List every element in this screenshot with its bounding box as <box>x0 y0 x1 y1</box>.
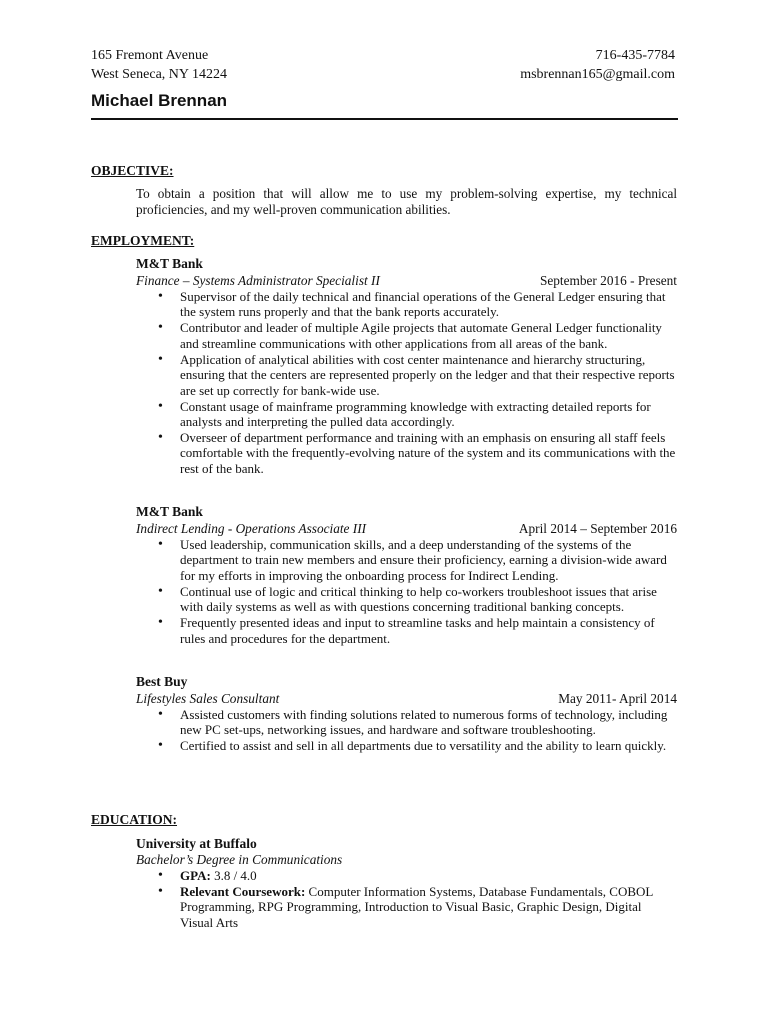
company-name: M&T Bank <box>136 256 203 271</box>
bullet-item: • Frequently presented ideas and input to streamline tasks and help maintain a consistency of rules and procedures for the department. <box>180 615 677 646</box>
candidate-name: Michael Brennan <box>91 91 228 110</box>
job-title: Lifestyles Sales Consultant <box>136 691 280 706</box>
objective-heading: OBJECTIVE: <box>91 163 174 178</box>
role-line <box>136 272 677 289</box>
bullet-item: • Application of analytical abilities with cost center maintenance and hierarchy structuring, ensuring that the centers are represented properly on the ledger and that their respective reports are set up correctly for bank-wide use. <box>180 352 677 398</box>
job-dates: May 2011- April 2014 <box>558 691 677 706</box>
gpa-item <box>180 868 677 883</box>
address-line-1: 165 Fremont Avenue <box>91 48 209 63</box>
job-entry <box>136 255 677 477</box>
role-line <box>136 520 677 537</box>
coursework-item <box>180 884 677 930</box>
degree-title: Bachelor’s Degree in Communications <box>136 852 343 867</box>
bullet-item: • Assisted customers with finding solutions related to numerous forms of technology, including new PC set-ups, networking issues, and hardware and software troubleshooting. <box>180 707 677 738</box>
address-line-2: West Seneca, NY 14224 <box>91 67 227 82</box>
role-line <box>136 690 677 707</box>
address-block <box>91 46 227 84</box>
bullet-item: • Supervisor of the daily technical and financial operations of the General Ledger ensuring that the system runs properly and that the bank reports accurately. <box>180 289 677 320</box>
gpa-value: 3.8 / 4.0 <box>214 868 257 883</box>
job-title: Finance – Systems Administrator Specialist II <box>136 273 380 288</box>
bullet-item: • Overseer of department performance and training with an emphasis on ensuring all staff feels comfortable with the frequently-evolving nature of the system and its communications with the rest of the bank. <box>180 430 677 476</box>
school-name: University at Buffalo <box>136 836 257 851</box>
job-title: Indirect Lending - Operations Associate III <box>136 521 367 536</box>
header-divider <box>91 118 678 120</box>
bullet-item: • Constant usage of mainframe programming knowledge with extracting detailed reports for analysts and interpreting the pulled data accordingly. <box>180 399 677 430</box>
job-entry <box>136 503 677 647</box>
gpa-label: GPA: <box>180 868 211 883</box>
bullet-item: • Certified to assist and sell in all departments due to versatility and the ability to learn quickly. <box>180 738 677 753</box>
job-bullets <box>136 537 677 646</box>
objective-text: To obtain a position that will allow me to use my problem-solving expertise, my technical proficiencies, and my well-proven communication abilities. <box>136 186 677 217</box>
contact-block <box>520 46 675 84</box>
education-heading: EDUCATION: <box>91 812 178 827</box>
employment-heading: EMPLOYMENT: <box>91 233 195 248</box>
education-entry <box>136 835 677 931</box>
education-bullets <box>136 868 677 930</box>
bullet-item: • Contributor and leader of multiple Agile projects that automate General Ledger functionality and streamline communications with other applications from all areas of the bank. <box>180 320 677 351</box>
coursework-label: Relevant Coursework: <box>180 884 306 899</box>
company-name: M&T Bank <box>136 504 203 519</box>
phone-number: 716-435-7784 <box>595 48 675 63</box>
coursework-value: Computer Information Systems, Database Fundamentals, COBOL Programming, RPG Programming, Introduction to Visual Basic, Graphic Design, Digital Visual Arts <box>180 884 653 930</box>
job-bullets <box>136 289 677 476</box>
bullet-item: • Used leadership, communication skills, and a deep understanding of the systems of the department to train new members and ensure their proficiency, earning a division-wide award for my efforts in improving the onboarding process for Indirect Lending. <box>180 537 677 583</box>
job-bullets <box>136 707 677 754</box>
email-address: msbrennan165@gmail.com <box>520 67 675 82</box>
job-dates: September 2016 - Present <box>539 273 677 288</box>
job-dates: April 2014 – September 2016 <box>518 521 677 536</box>
job-entry <box>136 673 677 754</box>
bullet-item: • Continual use of logic and critical thinking to help co-workers troubleshoot issues that arise with daily systems as well as with questions concerning traditional banking concepts. <box>180 584 677 615</box>
company-name: Best Buy <box>136 674 188 689</box>
